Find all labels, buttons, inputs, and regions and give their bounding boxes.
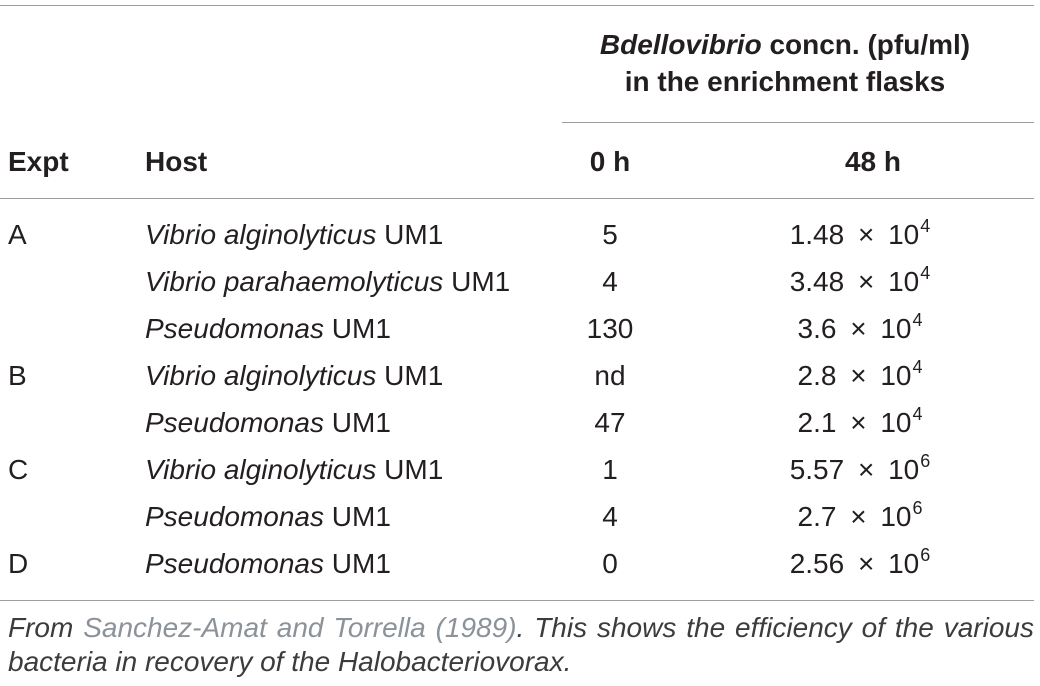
footnote-text: . This shows the efficiency of the various [516,612,1034,643]
table-row [0,446,1040,493]
value-base: 2.7 × 10 [797,501,912,532]
table-top-rule [0,5,1034,6]
host-strain: UM1 [331,407,391,438]
cell-host [145,211,443,258]
cell-host [145,258,510,305]
host-strain: UM1 [451,266,511,297]
table-row [0,305,1040,352]
table-row [0,399,1040,446]
cell-0h: 47 [594,407,626,438]
value-base: 5.57 × 10 [789,454,920,485]
cell-0h: 0 [602,548,618,579]
host-strain: UM1 [331,501,391,532]
cell-48h [700,211,1020,258]
table-row [0,258,1040,305]
column-header-expt: Expt [8,146,69,177]
host-strain: UM1 [331,548,391,579]
table-row [0,211,1040,258]
cell-0h: 130 [586,313,634,344]
cell-expt: C [8,454,29,485]
footnote-line-1 [8,611,1034,645]
table-bottom-rule [0,600,1034,601]
table-row [0,493,1040,540]
cell-48h [700,399,1020,446]
column-header-host: Host [145,146,208,177]
host-genus: Pseudomonas [145,548,325,579]
host-genus: Pseudomonas [145,407,325,438]
table-body [0,211,1040,587]
cell-48h [700,446,1020,493]
spanning-header-line2: in the enrichment flasks [624,66,946,97]
cell-host [145,493,391,540]
column-header-48h: 48 h [844,146,902,177]
cell-48h [700,540,1020,587]
value-base: 3.6 × 10 [797,313,912,344]
footnote-line-2: bacteria in recovery of the Halobacteriovorax. [8,646,572,677]
spanning-header-organism: Bdellovibrio [599,29,762,60]
cell-0h: 1 [602,454,618,485]
value-exponent: 6 [920,545,931,565]
spanning-header [560,27,1010,63]
host-genus: Pseudomonas [145,313,325,344]
host-strain: UM1 [331,313,391,344]
header-bottom-rule [0,198,1034,199]
spanning-header-text: concn. (pfu/ml) [761,29,971,60]
footnote-prefix: From [8,612,84,643]
table-row [0,540,1040,587]
cell-48h [700,352,1020,399]
host-genus: Vibrio alginolyticus [145,454,377,485]
cell-expt: D [8,548,29,579]
value-exponent: 4 [920,216,931,236]
cell-0h: 4 [602,501,618,532]
host-strain: UM1 [384,360,444,391]
cell-0h: 5 [602,219,618,250]
host-strain: UM1 [384,454,444,485]
column-header-0h: 0 h [589,146,631,177]
value-base: 3.48 × 10 [789,266,920,297]
cell-host [145,305,391,352]
value-base: 2.1 × 10 [797,407,912,438]
cell-expt: A [8,219,27,250]
value-base: 1.48 × 10 [789,219,920,250]
table-row [0,352,1040,399]
cell-48h [700,305,1020,352]
host-genus: Vibrio alginolyticus [145,360,377,391]
value-exponent: 4 [912,310,923,330]
cell-48h [700,258,1020,305]
host-genus: Pseudomonas [145,501,325,532]
value-exponent: 4 [912,404,923,424]
host-genus: Vibrio alginolyticus [145,219,377,250]
table-footnote [8,611,1034,679]
value-base: 2.56 × 10 [789,548,920,579]
value-exponent: 6 [912,498,923,518]
spanning-header-rule [562,122,1034,123]
cell-0h: nd [594,360,626,391]
cell-host [145,446,443,493]
citation-link[interactable]: Sanchez-Amat and Torrella (1989) [83,612,517,643]
value-exponent: 4 [920,263,931,283]
value-base: 2.8 × 10 [797,360,912,391]
cell-expt: B [8,360,27,391]
host-strain: UM1 [384,219,444,250]
value-exponent: 6 [920,451,931,471]
cell-0h: 4 [602,266,618,297]
cell-host [145,540,391,587]
value-exponent: 4 [912,357,923,377]
host-genus: Vibrio parahaemolyticus [145,266,444,297]
cell-host [145,399,391,446]
cell-48h [700,493,1020,540]
cell-host [145,352,443,399]
